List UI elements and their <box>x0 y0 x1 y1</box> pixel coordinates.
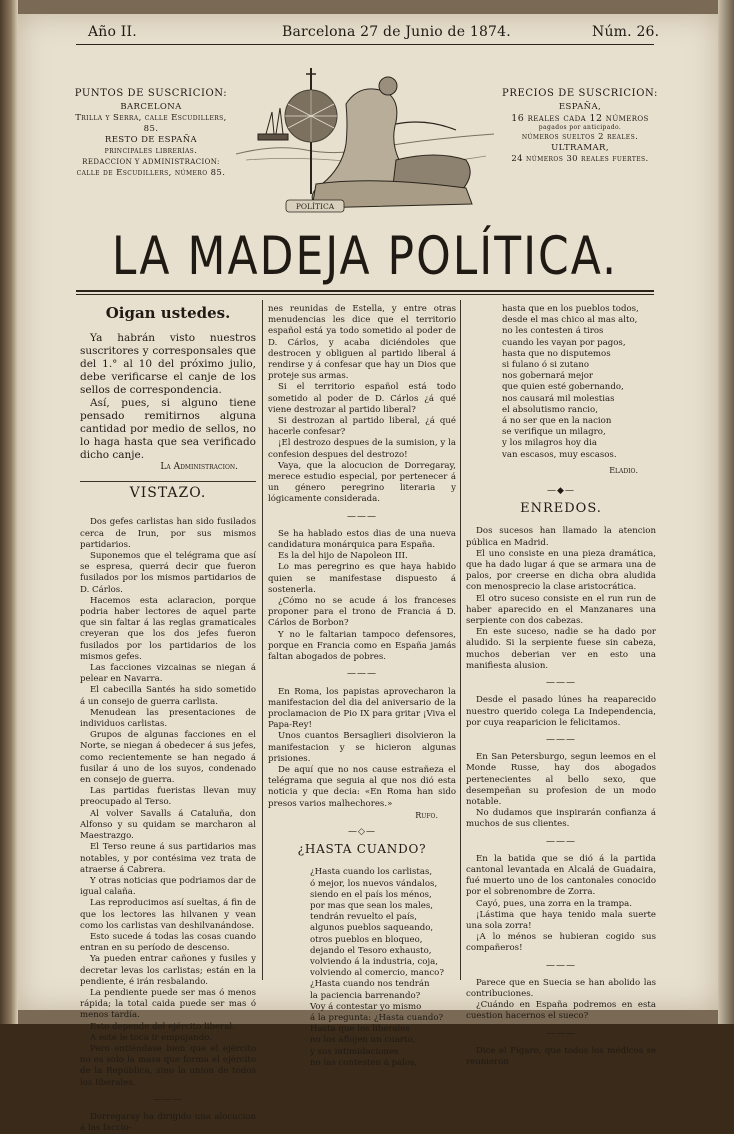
article-signature: Rufo. <box>415 810 438 820</box>
ornament-divider: ——— <box>347 669 377 680</box>
poem-line: por mas que sean los males, <box>310 900 433 911</box>
poem-line: no les contesten á tiros <box>502 326 604 337</box>
vistazo-paragraph: Las facciones vizcainas se niegan á pelear en Navarra. <box>80 663 256 685</box>
oigan-paragraph: Así, pues, si alguno tiene pensado remitirnos alguna cantidad por medio de sellos, no lo haga hasta que sea verificado dicho canje. <box>80 397 256 461</box>
enredos-headline: ENREDOS. <box>520 501 602 517</box>
vistazo-paragraph: Pero entiéndase bien que el ejército no es solo la masa que forma el ejército de la República, sino la union de todos los liberales. <box>80 1043 256 1088</box>
column-3 <box>466 304 656 1068</box>
poem-continuation <box>466 304 656 461</box>
price-line: ULTRAMAR, <box>551 143 609 153</box>
enredos-paragraph: ¡A lo ménos se hubieran cogido sus compañeros! <box>466 932 656 954</box>
subscription-prices <box>500 88 660 165</box>
column-2 <box>268 304 456 1069</box>
article-paragraph: Unos cuantos Bersaglieri disolvieron la manifestacion y se hicieron algunas prisiones. <box>268 731 456 764</box>
title-rule-top <box>76 290 654 292</box>
page-edge <box>718 0 734 1024</box>
poem-line: cuando les vayan por pagos, <box>502 337 626 348</box>
enredos-paragraph: ¿Cuándo en España podremos en esta cuestion hacernos el sueco? <box>466 1000 656 1022</box>
vistazo-paragraph: A este le toca ir empujando. <box>90 1032 213 1043</box>
ornament-divider: ——— <box>546 960 576 971</box>
vistazo-paragraph: Esto sucede á todas las cosas cuando entran en su período de descenso. <box>80 931 256 954</box>
ornament-divider: ——— <box>153 1094 183 1105</box>
column-divider-2 <box>460 300 461 980</box>
subscription-line: BARCELONA <box>120 102 182 112</box>
article-paragraph: Es la del hijo de Napoleon III. <box>278 551 408 562</box>
article-paragraph: Vaya, que la alocucion de Dorregaray, merece estudio especial, por pertenecer á un género peregrino literaria y lógicamente considerada. <box>268 460 456 505</box>
vistazo-paragraph: Las reproducimos así sueltas, á fin de que los lectores las hilvanen y vean como los carlistas van deshilvanándose. <box>80 898 256 931</box>
poem-line: desde el mas chico al mas alto, <box>502 315 638 326</box>
column-1 <box>80 304 256 1134</box>
enredos-paragraph: Cayó, pues, una zorra en la trampa. <box>476 898 633 909</box>
enredos-paragraph: Desde el pasado lúnes ha reaparecido nuestro querido colega La Independencia, por cuya reaparicion le felicitamos. <box>466 695 656 728</box>
article-paragraph: Se ha hablado estos dias de una nueva candidatura monárquica para España. <box>268 528 456 551</box>
price-line: pagados por anticipado. <box>538 124 622 131</box>
ornament-divider: ——— <box>347 511 377 522</box>
vistazo-paragraph: La pendiente puede ser mas ó menos rápida; la total caida puede ser mas ó menos tardía. <box>80 987 256 1021</box>
subscription-line: RESTO DE ESPAÑA <box>104 135 198 145</box>
subscription-line: REDACCION Y ADMINISTRACION: <box>82 158 220 166</box>
article-paragraph: Lo mas peregrino es que haya habido quien se manifestase dispuesto á sostenerla. <box>268 562 456 595</box>
enredos-paragraph: El uno consiste en una pieza dramática, que ha dado lugar á que se armara una de palos, por creerse en dicha obra aludida con menosprecio la clase aristocrática. <box>466 548 656 593</box>
poem-line: Voy á contestar yo mismo <box>310 1001 422 1012</box>
poem-line: algunos pueblos saqueando, <box>310 923 434 934</box>
section-rule <box>80 481 256 482</box>
vistazo-paragraph: Hacemos esta aclaracion, porque podria haber lectores de aquel parte que sin faltar á las reglas gramaticales creyeran que los dos jefes fueron fusilados por los partidarios de los mismos gefes. <box>80 595 256 662</box>
masthead-engraving <box>236 64 494 220</box>
poem-line: dejando el Tesoro exhausto, <box>310 945 432 956</box>
issue-year: Año II. <box>88 24 137 40</box>
article-paragraph: De aquí que no nos cause estrañeza el telégrama que seguia al que nos dió esta noticia y que decia: «En Roma han sido presos varios malhechores.» <box>268 764 456 809</box>
vistazo-paragraph: El Terso reune á sus partidarios mas notables, y por contésima vez trata de atraerse á Cabrera. <box>80 842 256 875</box>
vistazo-headline: VISTAZO. <box>129 485 207 502</box>
poem-line: que quien esté gobernando, <box>502 382 624 393</box>
poem-line: á la pregunta: ¿Hasta cuando? <box>310 1012 444 1023</box>
vistazo-paragraph: Menudean las presentaciones de individuos carlistas. <box>80 707 256 730</box>
poem-line: y los milagros hoy dia <box>502 438 598 449</box>
poem-line: la paciencia barrenando? <box>310 990 421 1001</box>
header-rule <box>76 44 654 45</box>
enredos-paragraph: El otro suceso consiste en el run run de haber aparecido en el Manzanares una serpiente con dos cabezas. <box>466 593 656 627</box>
vistazo-paragraph: Grupos de algunas facciones en el Norte, se niegan á obedecer á sus jefes, como recientemente se han negado á fusilar á uno de los suyos, condenado en consejo de guerra. <box>80 730 256 786</box>
subscription-points-heading: PUNTOS DE SUSCRICION: <box>74 88 228 99</box>
poem-line: y sus intimidaciones <box>310 1046 399 1057</box>
poem-line: no los aflojen un cuarto, <box>310 1035 416 1046</box>
article-paragraph: Si destrozan al partido liberal, ¿á qué hacerle confesar? <box>268 416 456 438</box>
article-paragraph: ¡El destrozo despues de la sumision, y la confesion despues del destrozo! <box>268 438 456 460</box>
poem-line: otros pueblos en bloqueo, <box>310 934 423 945</box>
ornament-divider: —◆— <box>547 486 575 497</box>
poem-line: van escasos, muy escasos. <box>502 449 617 460</box>
vistazo-paragraph: Y otras noticias que podriamos dar de igual calaña. <box>80 875 256 898</box>
newspaper-title: LA MADEJA POLÍTICA. <box>111 226 619 288</box>
price-line: 24 números 30 reales fuertes. <box>511 154 649 164</box>
vistazo-paragraph: Al volver Savalls á Cataluña, don Alfonso y su quidam se marcharon al Maestrazgo. <box>80 808 256 842</box>
poem-line: si fulano ó si zutano <box>502 360 590 371</box>
poem-line: volviendo al comercio, manco? <box>310 968 444 979</box>
vistazo-paragraph: El cabecilla Santés ha sido sometido á un consejo de guerra carlista. <box>80 685 256 707</box>
enredos-paragraph: Parece que en Suecia se han abolido las contribuciones. <box>466 977 656 999</box>
oigan-signature: La Administracion. <box>160 462 238 472</box>
poem-line: hasta que en los pueblos todos, <box>502 304 639 314</box>
poem-line: nos causará mil molestias <box>502 393 615 404</box>
price-line: ESPAÑA, <box>558 102 602 112</box>
poem-line: tendrán revuelto el país, <box>310 912 417 923</box>
subscription-line: principales librerías. <box>104 146 198 156</box>
issue-number: Núm. 26. <box>592 24 660 40</box>
title-rule-bottom <box>76 294 654 295</box>
subscription-line: Trilla y Serra, calle Escudillers, 85. <box>75 113 227 134</box>
poem-line: no las contesten á palos, <box>310 1057 418 1068</box>
hasta-cuando-headline: ¿HASTA CUANDO? <box>297 842 427 857</box>
vistazo-paragraph: Suponemos que el telégrama que así se espresa, querrá decir que fueron fusilados por los mismos partidarios de D. Cárlos. <box>80 551 256 595</box>
enredos-paragraph: En este suceso, nadie se ha dado por aludido. Si la serpiente fuese sin cabeza, muchos deberian ver en esto una manifiesta alusion. <box>466 627 656 671</box>
subscription-prices-heading: PRECIOS DE SUSCRICION: <box>502 88 658 99</box>
vistazo-paragraph: Ya pueden entrar cañones y fusiles y decretar levas los carlistas; están en la pendiente, é irán resbalando. <box>80 954 256 987</box>
ornament-divider: ——— <box>546 678 576 689</box>
oigan-paragraph: Ya habrán visto nuestros suscritores y corresponsales que del 1.° al 10 del próximo julio, debe verificarse el canje de los sellos de correspondencia. <box>80 332 256 396</box>
engraving-caption: POLÍTICA <box>295 202 335 211</box>
enredos-paragraph: En San Petersburgo, segun leemos en el Monde Russe, hay dos abogados pertenecientes al bello sexo, que desempeñan su profesion de un modo notable. <box>466 752 656 807</box>
vistazo-paragraph: Dos gefes carlistas han sido fusilados cerca de Irun, por sus mismos partidarios. <box>80 517 256 550</box>
poem-line: se verifique un milagro, <box>502 427 606 438</box>
poem-line: hasta que no disputemos <box>502 348 611 359</box>
issue-date: Barcelona 27 de Junio de 1874. <box>282 24 511 40</box>
column-divider-1 <box>262 300 263 980</box>
poem-line: ¿Hasta cuando nos tendrán <box>310 979 430 990</box>
subscription-line: calle de Escudillers, número 85. <box>76 168 226 178</box>
ornament-divider: ——— <box>546 734 576 745</box>
article-paragraph: ¿Cómo no se acude á los franceses proponer para el trono de Francia á D. Cárlos de Borbon? <box>268 596 456 629</box>
enredos-paragraph: En la batida que se dió á la partida cantonal levantada en Alcalá de Guadaira, fué muerto uno de los cantonales conocido por el sobrenombre de Zorra. <box>466 853 656 898</box>
enredos-paragraph: Dos sucesos han llamado la atencion pública en Madrid. <box>466 526 656 548</box>
poem-signature: Eladio. <box>609 465 638 475</box>
poem-line: siendo en el país los ménos, <box>310 889 432 900</box>
price-line: números sueltos 2 reales. <box>521 132 639 142</box>
vistazo-paragraph: Las partidas fueristas llevan muy preocupado al Terso. <box>80 786 256 808</box>
vistazo-paragraph: Esto depende del ejército liberal. <box>90 1021 235 1032</box>
poem-line: ó mejor, los nuevos vándalos, <box>310 878 438 889</box>
article-paragraph: Y no le faltarian tampoco defensores, porque en Francia como en España jamás faltan abogados de pobres. <box>268 629 456 663</box>
ornament-divider: ——— <box>546 1028 576 1039</box>
subscription-points <box>72 88 230 179</box>
poem-line: ¿Hasta cuando los carlistas, <box>310 867 433 878</box>
article-paragraph: Si el territorio español está todo sometido al poder de D. Cárlos ¿á qué viene destrozar al partido liberal? <box>268 382 456 415</box>
poem-line: el absolutismo rancio, <box>502 404 598 415</box>
enredos-paragraph: No dudamos que inspirarán confianza á muchos de sus clientes. <box>466 808 656 830</box>
poem-line: Hasta que los liberales <box>310 1024 410 1035</box>
article-paragraph: En Roma, los papistas aprovecharon la manifestacion del dia del aniversario de la proclamacion de Pio IX para gritar ¡Viva el Papa-Rey! <box>268 686 456 731</box>
ornament-divider: —◇— <box>348 826 376 837</box>
poem-line: nos gobernará mejor <box>502 371 594 382</box>
poem <box>268 867 456 1069</box>
enredos-paragraph: Dice el Fígaro, que todos los médicos se reunieron <box>466 1045 656 1067</box>
ornament-divider: ——— <box>546 836 576 847</box>
poem-line: á no ser que en la nacion <box>502 416 612 427</box>
poem-line: volviendo á la industria, coja, <box>310 956 438 967</box>
article-paragraph: nes reunidas de Estella, y entre otras menudencias les dice que el territorio español está ya todo sometido al poder de D. Cárlos, y acaba diciéndoles que destrocen y obliguen al partido liberal á rendirse y á confesar que hay un Dios que proteje sus armas. <box>268 304 456 382</box>
book-spine <box>0 0 18 1024</box>
price-line: 16 reales cada 12 números <box>511 113 649 124</box>
enredos-paragraph: ¡Lástima que haya tenido mala suerte una sola zorra! <box>466 909 656 931</box>
oigan-headline: Oigan ustedes. <box>105 304 231 322</box>
vistazo-paragraph: Dorregaray ha dirigido una alocucion á las faccio- <box>80 1111 256 1134</box>
